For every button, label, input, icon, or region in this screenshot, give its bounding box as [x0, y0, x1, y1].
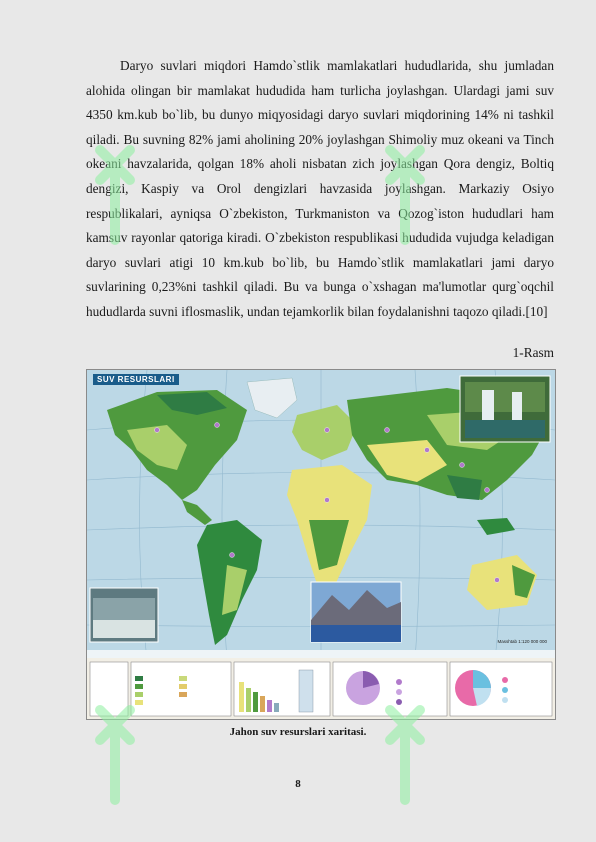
dam-photo [90, 588, 158, 642]
map-scale: Masshtab 1:120 000 000 [497, 639, 547, 644]
map-title: SUV RESURSLARI [93, 374, 179, 385]
mountain-lake-photo [311, 582, 401, 642]
body-text [86, 54, 554, 325]
world-water-resources-map [86, 369, 556, 720]
waterfall-photo [460, 376, 550, 442]
figure-reference: 1-Rasm [512, 345, 554, 360]
page-number: 8 [295, 778, 301, 790]
map-illustration [87, 370, 555, 719]
body-paragraph: Daryo suvlari miqdori Hamdo`stlik mamlakatlari hududlarida, shu jumladan alohida olingan bir mamlakat hududida ham turlicha joylashgan. Ulardagi jami suv 4350 km.kub bo`lib, bu dunyo miqyosidagi daryo suvlari miqdorining 14% ni tashkil qiladi. Bu suvning 82% jami aholining 20% joylashgan Shimoliy muz okeani va Tinch okeani havzalarida, qolgan 18% aholi nisbatan zich joylashgan Qora dengiz, Boltiq dengizi, Kaspiy va Orol dengizlari havzasida joylashgan. Markaziy Osiyo respublikalari, ayniqsa O`zbekiston, Turkmaniston va Qozog`iston hududlari ham kamsuv rayonlar qatoriga kiradi. O`zbekiston respublikasi hududida vujudga keladigan daryo suvlari atigi 10 km.kub bo`lib, bu Hamdo`stlik mamlakatlari jami daryo suvlarining 0,23%ni tashkil qiladi. Bu va bunga o`xshagan ma'lumotlar qurg`oqchil hududlarda suvni iflosmaslik, undan tejamkorlik bilan foydalanishni taqozo qiladi.[10] [86, 58, 554, 319]
figure-caption: Jahon suv resurslari xaritasi. [229, 726, 367, 738]
